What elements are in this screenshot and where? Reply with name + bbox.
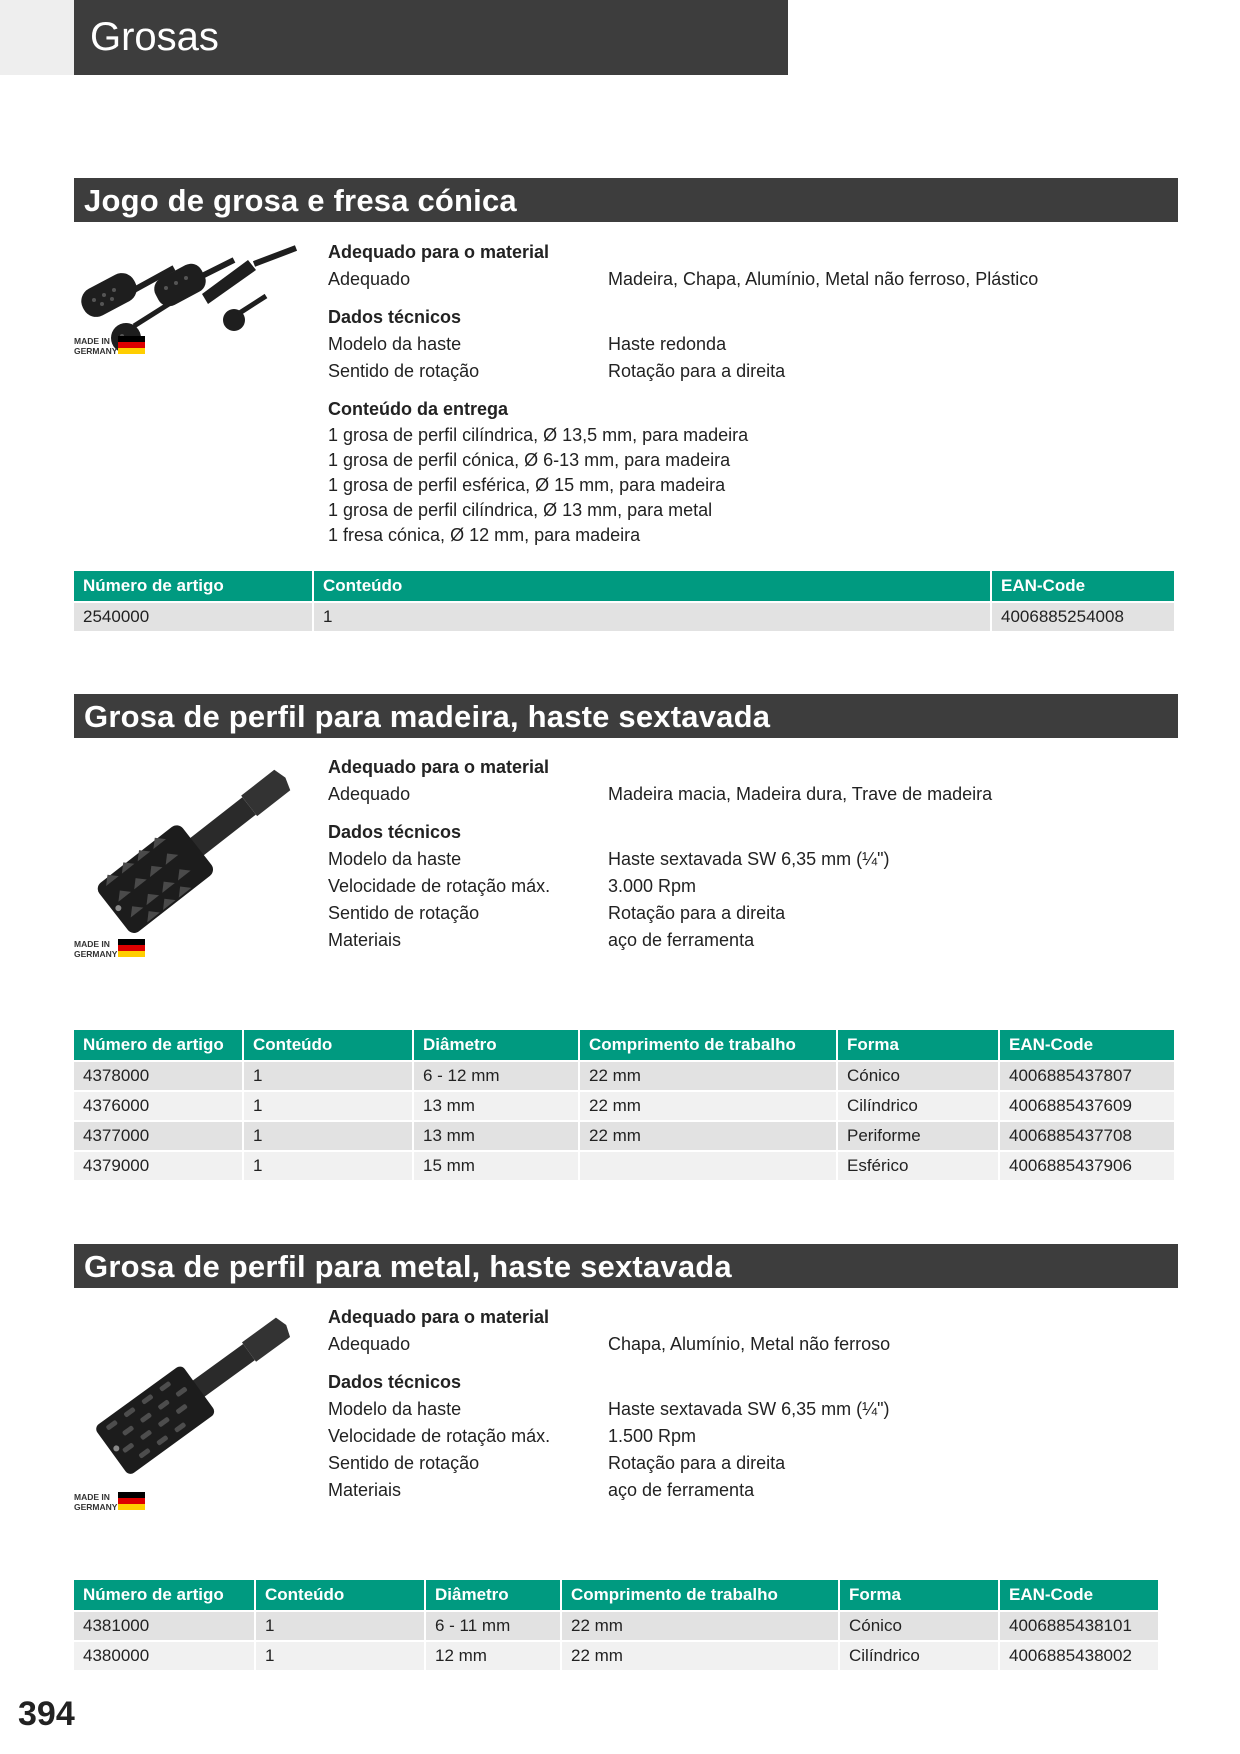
table-cell: Cilíndrico [840, 1640, 1000, 1670]
germany-flag-icon [118, 336, 145, 354]
table-cell: 4006885437906 [1000, 1150, 1176, 1180]
section-title: Grosa de perfil para metal, haste sextavada [74, 1244, 1178, 1288]
table-cell: 1 [244, 1060, 414, 1090]
spec-label: Modelo da haste [328, 334, 462, 354]
spec-value: Rotação para a direita [608, 361, 786, 381]
spec-value: Madeira, Chapa, Alumínio, Metal não ferroso, Plástico [608, 269, 1039, 289]
table-cell: 1 [244, 1150, 414, 1180]
spec-heading: Adequado para o material [328, 757, 550, 777]
table-cell: 6 - 11 mm [426, 1610, 562, 1640]
table-cell: 12 mm [426, 1640, 562, 1670]
specs-block [328, 1304, 891, 1504]
table-header: Número de artigo [74, 1580, 256, 1610]
germany-flag-icon [118, 939, 145, 957]
table-cell: 4006885438101 [1000, 1610, 1160, 1640]
table-header: Diâmetro [414, 1030, 580, 1060]
table-cell: 22 mm [580, 1090, 838, 1120]
germany-flag-icon [118, 1492, 145, 1510]
table-cell: Cilíndrico [838, 1090, 1000, 1120]
spec-value: aço de ferramenta [608, 1480, 755, 1500]
table-cell: 1 [244, 1090, 414, 1120]
section-title: Jogo de grosa e fresa cónica [74, 178, 1178, 222]
spec-label: Velocidade de rotação máx. [328, 1426, 551, 1446]
table-row [74, 1060, 1176, 1090]
specs-block [328, 754, 993, 954]
table-cell: 22 mm [562, 1610, 840, 1640]
table-cell [580, 1150, 838, 1180]
article-table [74, 1030, 1176, 1180]
table-row [74, 1120, 1176, 1150]
made-in-germany-badge: MADE IN GERMANY [74, 938, 146, 960]
table-row [74, 601, 1176, 631]
spec-value: Haste redonda [608, 334, 727, 354]
spec-label: Velocidade de rotação máx. [328, 876, 551, 896]
page-title: Grosas [74, 0, 788, 75]
table-cell: 4006885438002 [1000, 1640, 1160, 1670]
table-header: Comprimento de trabalho [580, 1030, 838, 1060]
spec-label: Materiais [328, 930, 402, 950]
section-wood-rasp [74, 694, 1178, 1175]
section-title: Grosa de perfil para madeira, haste sextavada [74, 694, 1178, 738]
spec-label: Adequado [328, 1334, 411, 1354]
table-header-row [74, 571, 1176, 601]
table-cell: Cónico [838, 1060, 1000, 1090]
section-metal-rasp [74, 1244, 1178, 1665]
table-header: Conteúdo [256, 1580, 426, 1610]
table-cell: 4381000 [74, 1610, 256, 1640]
metal-rasp-image [74, 1304, 314, 1479]
spec-label: Sentido de rotação [328, 361, 480, 381]
table-cell: 22 mm [580, 1120, 838, 1150]
table-cell: 1 [314, 601, 992, 631]
spec-heading: Dados técnicos [328, 1372, 462, 1392]
table-header-row [74, 1030, 1176, 1060]
table-header: EAN-Code [1000, 1030, 1176, 1060]
spec-value: Rotação para a direita [608, 903, 786, 923]
table-header: Diâmetro [426, 1580, 562, 1610]
spec-value: Haste sextavada SW 6,35 mm (¼") [608, 1399, 890, 1419]
content-item: 1 grosa de perfil esférica, Ø 15 mm, para madeira [328, 475, 726, 495]
table-header-row [74, 1580, 1160, 1610]
spec-label: Modelo da haste [328, 849, 462, 869]
table-cell: 4006885437708 [1000, 1120, 1176, 1150]
spec-value: Madeira macia, Madeira dura, Trave de madeira [608, 784, 993, 804]
table-cell: Esférico [838, 1150, 1000, 1180]
spec-label: Sentido de rotação [328, 903, 480, 923]
table-header: Número de artigo [74, 571, 314, 601]
table-cell: 1 [256, 1610, 426, 1640]
spec-value: 3.000 Rpm [608, 876, 697, 896]
table-cell: Periforme [838, 1120, 1000, 1150]
table-header: Forma [840, 1580, 1000, 1610]
made-in-germany-badge: MADE IN GERMANY [74, 1491, 146, 1513]
spec-heading: Adequado para o material [328, 1307, 550, 1327]
table-cell: 1 [256, 1640, 426, 1670]
table-cell: 4378000 [74, 1060, 244, 1090]
table-row [74, 1150, 1176, 1180]
table-cell: 4006885437807 [1000, 1060, 1176, 1090]
content-item: 1 grosa de perfil cónica, Ø 6-13 mm, para madeira [328, 450, 731, 470]
table-cell: 4006885254008 [992, 601, 1176, 631]
spec-heading: Conteúdo da entrega [328, 399, 509, 419]
table-header: EAN-Code [992, 571, 1176, 601]
table-cell: 4376000 [74, 1090, 244, 1120]
content-item: 1 grosa de perfil cilíndrica, Ø 13 mm, para metal [328, 500, 713, 520]
spec-value: aço de ferramenta [608, 930, 755, 950]
table-cell: 22 mm [580, 1060, 838, 1090]
spec-label: Modelo da haste [328, 1399, 462, 1419]
table-cell: 2540000 [74, 601, 314, 631]
article-table [74, 571, 1176, 631]
table-cell: 4379000 [74, 1150, 244, 1180]
table-row [74, 1610, 1160, 1640]
spec-value: 1.500 Rpm [608, 1426, 697, 1446]
table-header: EAN-Code [1000, 1580, 1160, 1610]
spec-heading: Dados técnicos [328, 822, 462, 842]
spec-value: Chapa, Alumínio, Metal não ferroso [608, 1334, 891, 1354]
table-cell: 22 mm [562, 1640, 840, 1670]
section-rasp-cone-set [74, 178, 1178, 626]
table-header: Conteúdo [244, 1030, 414, 1060]
table-header: Forma [838, 1030, 1000, 1060]
table-row [74, 1640, 1160, 1670]
table-header: Número de artigo [74, 1030, 244, 1060]
spec-heading: Adequado para o material [328, 242, 550, 262]
page-number: 394 [18, 1695, 75, 1733]
table-cell: 4006885437609 [1000, 1090, 1176, 1120]
spec-value: Haste sextavada SW 6,35 mm (¼") [608, 849, 890, 869]
spec-heading: Dados técnicos [328, 307, 462, 327]
spec-value: Rotação para a direita [608, 1453, 786, 1473]
spec-label: Materiais [328, 1480, 402, 1500]
made-in-germany-badge: MADE IN GERMANY [74, 335, 146, 357]
spec-label: Adequado [328, 269, 411, 289]
article-table [74, 1580, 1160, 1670]
table-row [74, 1090, 1176, 1120]
table-cell: 15 mm [414, 1150, 580, 1180]
specs-block [328, 239, 1039, 548]
table-header: Comprimento de trabalho [562, 1580, 840, 1610]
spec-label: Sentido de rotação [328, 1453, 480, 1473]
table-cell: 13 mm [414, 1120, 580, 1150]
page-side-tab [0, 0, 74, 75]
content-item: 1 fresa cónica, Ø 12 mm, para madeira [328, 525, 641, 545]
table-cell: 1 [244, 1120, 414, 1150]
table-header: Conteúdo [314, 571, 992, 601]
wood-rasp-image [74, 754, 314, 944]
table-cell: 4380000 [74, 1640, 256, 1670]
table-cell: Cónico [840, 1610, 1000, 1640]
table-cell: 4377000 [74, 1120, 244, 1150]
table-cell: 13 mm [414, 1090, 580, 1120]
content-item: 1 grosa de perfil cilíndrica, Ø 13,5 mm, para madeira [328, 425, 749, 445]
spec-label: Adequado [328, 784, 411, 804]
table-cell: 6 - 12 mm [414, 1060, 580, 1090]
